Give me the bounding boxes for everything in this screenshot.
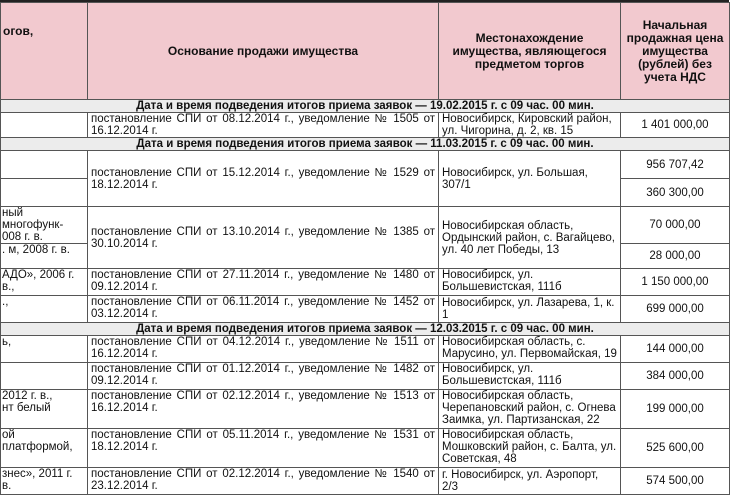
header-price: Начальная продажная цена имущества (рублей) без учета НДС: [621, 3, 730, 100]
basis-cell: постановление СПИ от 08.12.2014 г., уведомление № 1505 от 16.12.2014 г.: [88, 113, 439, 138]
price-cell: 956 707,42: [621, 151, 730, 179]
table-row: [1, 336, 730, 363]
basis-cell: постановление СПИ от 01.12.2014 г., уведомление № 1482 от 09.12.2014 г.: [88, 363, 439, 390]
price-cell: 525 600,00: [621, 429, 730, 468]
basis-cell: постановление СПИ от 13.10.2014 г., уведомление № 1385 от 30.10.2014 г.: [88, 207, 439, 269]
section-title: Дата и время подведения итогов приема заявок — 11.03.2015 г. с 09 час. 00 мин.: [1, 138, 730, 151]
table-row: [1, 269, 730, 296]
basis-cell: постановление СПИ от 05.11.2014 г., уведомление № 1531 от 18.12.2014 г.: [88, 429, 439, 468]
table-row: [1, 296, 730, 323]
auction-table: [0, 2, 730, 495]
price-cell: 28 000,00: [621, 244, 730, 269]
header-location: Местонахождение имущества, являющегося предметом торгов: [439, 3, 621, 100]
basis-cell: постановление СПИ от 02.12.2014 г., уведомление № 1513 от 16.12.2014 г.: [88, 390, 439, 429]
location-cell: Новосибирская область, Ордынский район, с. Вагайцево, ул. 40 лет Победы, 13: [439, 207, 621, 269]
object-line: 2012 г. в.,: [2, 390, 53, 402]
section-header: [1, 138, 730, 151]
price-cell: 1 401 000,00: [621, 113, 730, 138]
location-cell: Новосибирская область, Черепановский район, с. Огнева Заимка, ул. Партизанская, 22: [439, 390, 621, 429]
price-cell: 199 000,00: [621, 390, 730, 429]
object-cell: [1, 390, 88, 429]
location-cell: Новосибирская область, с. Марусино, ул. Первомайская, 19: [439, 336, 621, 363]
basis-cell: постановление СПИ от 04.12.2014 г., уведомление № 1511 от 16.12.2014 г.: [88, 336, 439, 363]
header-basis: Основание продажи имущества: [88, 3, 439, 100]
object-cell: [1, 363, 88, 390]
object-cell: АДО», 2006 г. в.,: [1, 269, 88, 296]
table-row: [1, 363, 730, 390]
section-title: Дата и время подведения итогов приема заявок — 12.03.2015 г. с 09 час. 00 мин.: [1, 323, 730, 336]
section-header: [1, 323, 730, 336]
basis-cell: постановление СПИ от 27.11.2014 г., уведомление № 1480 от 09.12.2014 г.: [88, 269, 439, 296]
table-row: [1, 390, 730, 429]
table-row: [1, 113, 730, 138]
basis-cell: постановление СПИ от 15.12.2014 г., уведомление № 1529 от 18.12.2014 г.: [88, 151, 439, 207]
price-cell: 144 000,00: [621, 336, 730, 363]
location-cell: г. Новосибирск, ул. Аэропорт, 2/3: [439, 468, 621, 495]
table-row: [1, 468, 730, 495]
location-cell: Новосибирск, ул. Лазарева, 1, к. 1: [439, 296, 621, 323]
object-cell: ный многофунк- 008 г. в.: [1, 207, 88, 244]
price-cell: 360 300,00: [621, 179, 730, 207]
location-cell: Новосибирск, ул. Большевистская, 111б: [439, 269, 621, 296]
price-cell: 574 500,00: [621, 468, 730, 495]
table-row: [1, 207, 730, 244]
basis-cell: постановление СПИ от 06.11.2014 г., уведомление № 1452 от 03.12.2014 г.: [88, 296, 439, 323]
section-title: Дата и время подведения итогов приема заявок — 19.02.2015 г. с 09 час. 00 мин.: [1, 100, 730, 113]
location-cell: Новосибирск, ул. Большая, 307/1: [439, 151, 621, 207]
basis-cell: постановление СПИ от 02.12.2014 г., уведомление № 1540 от 23.12.2014 г.: [88, 468, 439, 495]
object-cell: ой платформой,: [1, 429, 88, 468]
location-cell: Новосибирская область, Мошковский район, с. Балта, ул. Советская, 48: [439, 429, 621, 468]
object-line: нт белый: [2, 402, 51, 414]
price-cell: 699 000,00: [621, 296, 730, 323]
object-cell: [1, 151, 88, 179]
price-cell: 1 150 000,00: [621, 269, 730, 296]
table-row: [1, 151, 730, 179]
header-object: огов,: [1, 3, 88, 100]
location-cell: Новосибирск, Кировский район, ул. Чигорина, д. 2, кв. 15: [439, 113, 621, 138]
header-row: [1, 3, 730, 100]
section-header: [1, 100, 730, 113]
object-cell: .,: [1, 296, 88, 323]
object-cell: [1, 179, 88, 207]
table-row: [1, 429, 730, 468]
object-cell: ь,: [1, 336, 88, 363]
price-cell: 384 000,00: [621, 363, 730, 390]
object-cell: знес», 2011 г. в.: [1, 468, 88, 495]
price-cell: 70 000,00: [621, 207, 730, 244]
location-cell: Новосибирск, ул. Большевистская, 111б: [439, 363, 621, 390]
object-cell: . м, 2008 г. в.: [1, 244, 88, 269]
object-cell: [1, 113, 88, 138]
